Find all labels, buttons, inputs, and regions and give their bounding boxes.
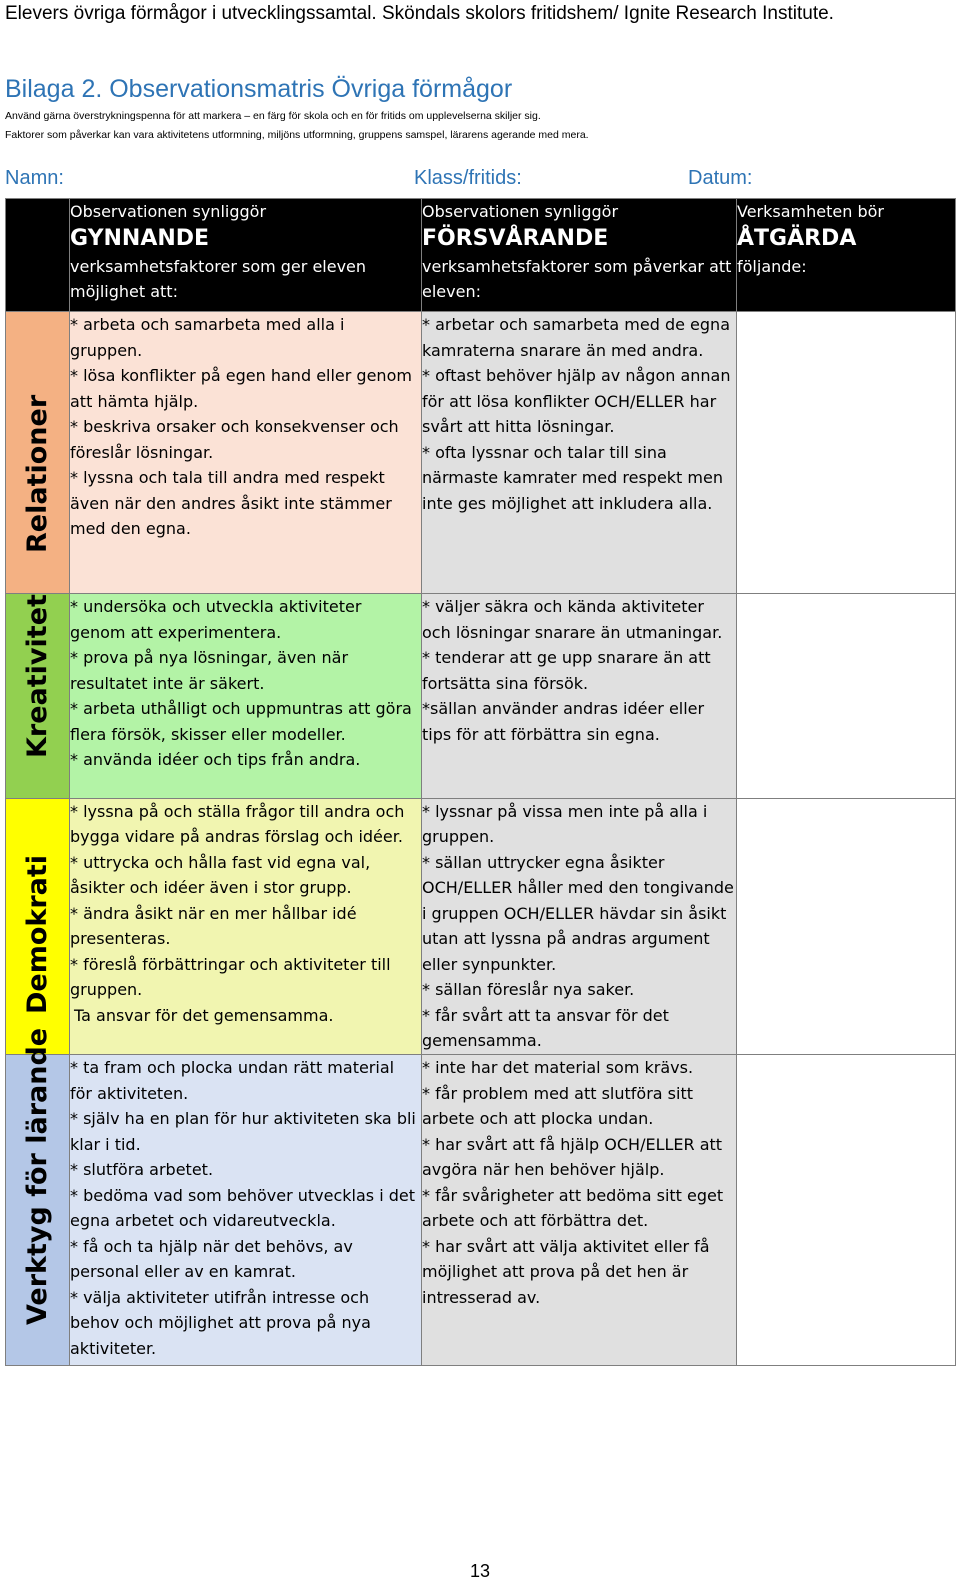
hindering-item: * får svårigheter att bedöma sitt eget arbete och att förbättra det. — [422, 1185, 724, 1231]
hindering-item: * ofta lyssnar och talar till sina närmaste kamrater med respekt men inte ges möjlighet att inkludera alla. — [422, 442, 723, 513]
supporting-item: Ta ansvar för det gemensamma. — [74, 1005, 334, 1025]
hindering-item: * oftast behöver hjälp av någon annan för att lösa konflikter OCH/ELLER har svårt att hitta lösningar. — [422, 366, 731, 437]
supporting-item: * uttrycka och hålla fast vid egna val, åsikter och idéer även i stor grupp. — [70, 852, 371, 898]
action-cell-kreativitet[interactable] — [737, 594, 956, 799]
supporting-item: * själv ha en plan för hur aktiviteten ska bli klar i tid. — [70, 1109, 416, 1154]
supporting-item: * välja aktiviteter utifrån intresse och behov och möjlighet att prova på nya aktiviteter. — [70, 1287, 371, 1358]
supporting-item: * föreslå förbättringar och aktiviteter till gruppen. — [70, 954, 391, 1000]
header-supporting-post: verksamhetsfaktorer som ger eleven möjlighet att: — [70, 257, 367, 301]
header-action-pre: Verksamheten bör — [737, 202, 884, 221]
document-title: Bilaga 2. Observationsmatris Övriga förmågor — [5, 75, 513, 103]
supporting-item: * lösa konflikter på egen hand eller genom att hämta hjälp. — [70, 366, 412, 411]
hindering-item: * inte har det material som krävs. — [422, 1058, 694, 1078]
category-kreativitet — [6, 594, 70, 799]
header-corner-cell — [6, 199, 70, 312]
supporting-item: * lyssna på och ställa frågor till andra och bygga vidare på andras förslag och idéer. — [70, 801, 405, 847]
instruction-factors: Faktorer som påverkar kan vara aktivitetens utformning, miljöns utformning, gruppens samspel, lärarens agerande med mera. — [5, 129, 589, 141]
supporting-item: * använda idéer och tips från andra. — [70, 750, 361, 769]
header-hindering — [422, 199, 737, 312]
hindering-item: * får problem med att slutföra sitt arbete och att plocka undan. — [422, 1083, 693, 1129]
supporting-item: * lyssna och tala till andra med respekt även när den andres åsikt inte stämmer med den egna. — [70, 468, 392, 539]
header-action-post: följande: — [737, 257, 807, 276]
category-verktyg-for-larande — [6, 1027, 70, 1366]
hindering-item: * väljer säkra och kända aktiviteter och lösningar snarare än utmaningar. — [422, 597, 723, 642]
supporting-item: * prova på nya lösningar, även när resultatet inte är säkert. — [70, 648, 349, 693]
action-cell-demokrati[interactable] — [737, 798, 956, 1055]
action-cell-relationer[interactable] — [737, 312, 956, 594]
date-field-label: Datum: — [688, 167, 753, 189]
observation-matrix — [5, 198, 956, 1366]
hindering-item: * sällan föreslår nya saker. — [422, 980, 635, 1000]
header-action-title: ÅTGÄRDA — [737, 226, 857, 251]
category-label: Demokrati — [21, 855, 53, 1015]
page-number: 13 — [469, 1561, 491, 1581]
class-field-label: Klass/fritids: — [414, 167, 522, 189]
instruction-highlighter: Använd gärna överstrykningspenna för att markera – en färg för skola och en för fritids om upplevelserna skiljer sig. — [5, 110, 541, 122]
category-demokrati — [6, 798, 70, 1055]
category-label: Verktyg för lärande — [21, 1027, 53, 1325]
hindering-item: * arbetar och samarbeta med de egna kamraterna snarare än med andra. — [422, 315, 730, 360]
supporting-item: * bedöma vad som behöver utvecklas i det egna arbetet och vidareutveckla. — [70, 1185, 415, 1231]
row-relationer — [6, 312, 956, 594]
supporting-cell-kreativitet — [70, 594, 422, 799]
supporting-item: * arbeta och samarbeta med alla i gruppen. — [70, 315, 345, 360]
hindering-item: * lyssnar på vissa men inte på alla i gruppen. — [422, 801, 708, 847]
hindering-item: * har svårt att få hjälp OCH/ELLER att avgöra när hen behöver hjälp. — [422, 1134, 723, 1180]
row-kreativitet — [6, 594, 956, 799]
hindering-cell-relationer — [422, 312, 737, 594]
hindering-cell-verktyg — [422, 1055, 737, 1366]
category-relationer — [6, 312, 70, 594]
header-supporting — [70, 199, 422, 312]
hindering-cell-kreativitet — [422, 594, 737, 799]
supporting-item: * undersöka och utveckla aktiviteter genom att experimentera. — [70, 597, 362, 642]
matrix-header-row — [6, 199, 956, 312]
category-label: Kreativitet — [21, 593, 53, 758]
header-hindering-pre: Observationen synliggör — [422, 202, 619, 221]
supporting-item: * ändra åsikt när en mer hållbar idé presenteras. — [70, 903, 357, 949]
action-cell-verktyg[interactable] — [737, 1055, 956, 1366]
row-verktyg-for-larande — [6, 1055, 956, 1366]
category-label: Relationer — [21, 394, 53, 553]
header-supporting-title: GYNNANDE — [70, 226, 210, 251]
header-hindering-post: verksamhetsfaktorer som påverkar att eleven: — [422, 257, 732, 301]
supporting-cell-demokrati — [70, 798, 422, 1055]
supporting-item: * ta fram och plocka undan rätt material för aktiviteten. — [70, 1058, 395, 1103]
name-field-label: Namn: — [5, 167, 64, 189]
hindering-item: * sällan uttrycker egna åsikter OCH/ELLER håller med den tongivande i gruppen OCH/ELLER hävdar sin åsikt utan att lyssna på andras argument eller synpunkter. — [422, 852, 734, 974]
supporting-item: * få och ta hjälp när det behövs, av personal eller av en kamrat. — [70, 1236, 353, 1282]
hindering-cell-demokrati — [422, 798, 737, 1055]
hindering-item: * får svårt att ta ansvar för det gemensamma. — [422, 1005, 669, 1051]
header-action — [737, 199, 956, 312]
supporting-item: * beskriva orsaker och konsekvenser och föreslår lösningar. — [70, 417, 399, 462]
hindering-item: *sällan använder andras idéer eller tips för att förbättra sin egna. — [422, 699, 705, 744]
header-supporting-pre: Observationen synliggör — [70, 202, 267, 221]
supporting-cell-verktyg — [70, 1055, 422, 1366]
supporting-item: * slutföra arbetet. — [70, 1160, 214, 1180]
header-hindering-title: FÖRSVÅRANDE — [422, 226, 609, 251]
row-demokrati — [6, 798, 956, 1055]
supporting-cell-relationer — [70, 312, 422, 594]
document-header: Elevers övriga förmågor i utvecklingssamtal. Sköndals skolors fritidshem/ Ignite Research Institute. — [5, 3, 834, 24]
hindering-item: * har svårt att välja aktivitet eller få möjlighet att prova på det hen är intresserad av. — [422, 1236, 710, 1307]
supporting-item: * arbeta uthålligt och uppmuntras att göra flera försök, skisser eller modeller. — [70, 699, 412, 744]
hindering-item: * tenderar att ge upp snarare än att fortsätta sina försök. — [422, 648, 711, 693]
